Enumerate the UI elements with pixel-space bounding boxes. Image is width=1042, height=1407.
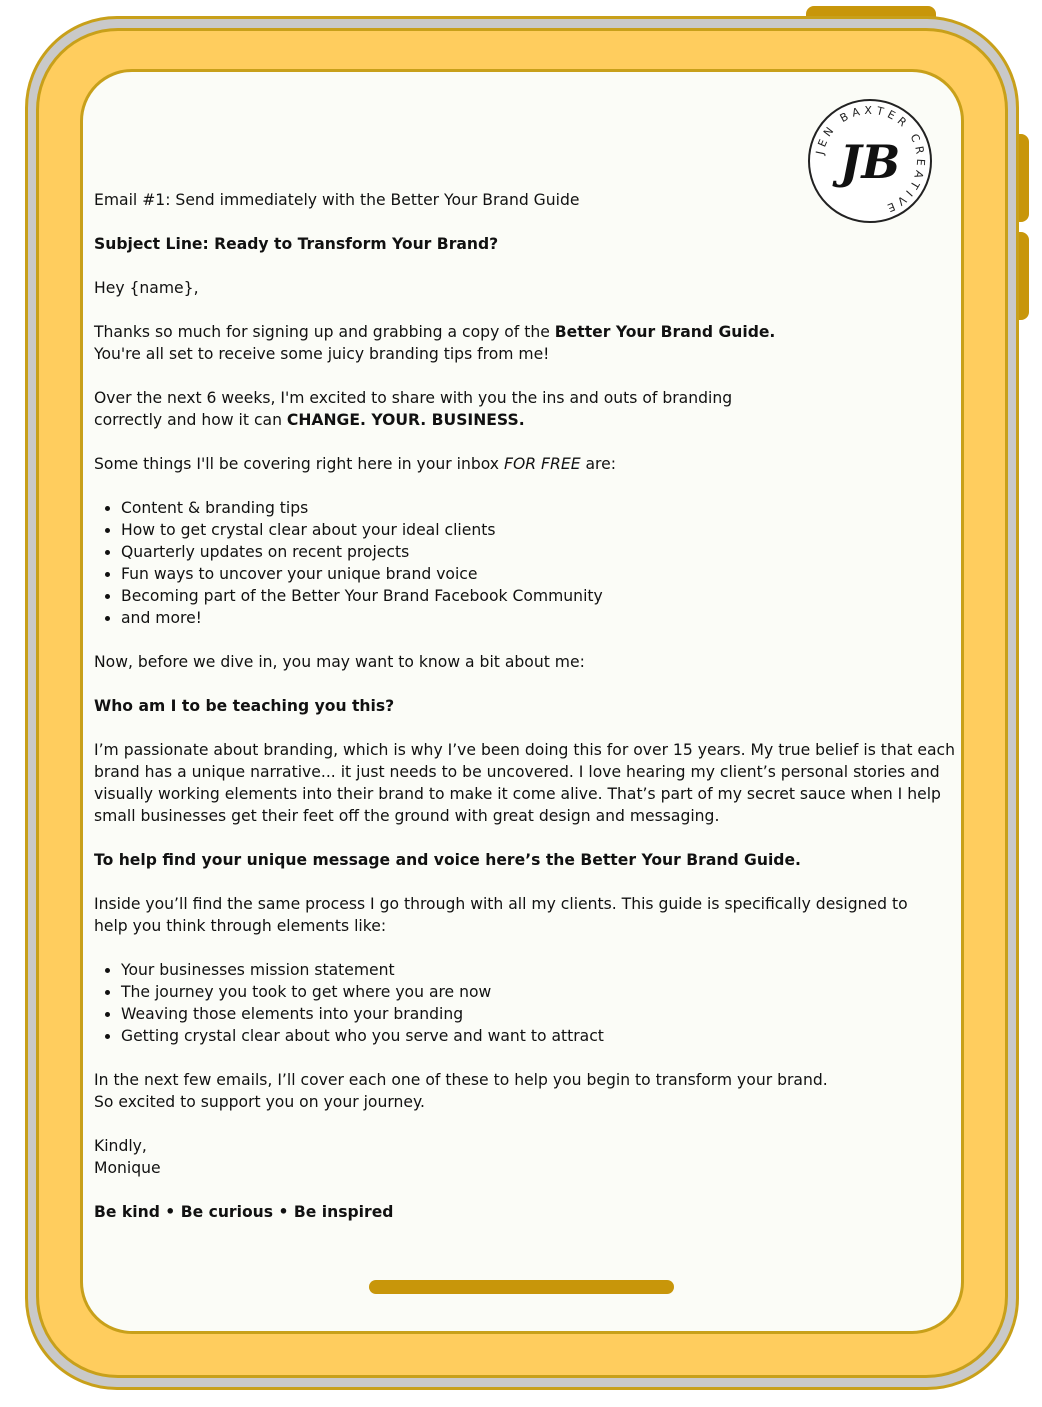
change-your-business-bold: CHANGE. YOUR. BUSINESS. bbox=[286, 411, 525, 429]
list-item: • Becoming part of the Better Your Brand Facebook Community bbox=[121, 585, 964, 607]
passion-line-4: small businesses get their feet off the ground with great design and messaging. bbox=[94, 807, 720, 825]
list-item: • and more! bbox=[121, 607, 964, 629]
list-item: • How to get crystal clear about your ideal clients bbox=[121, 519, 964, 541]
inside-line-2: help you think through elements like: bbox=[94, 917, 387, 935]
logo-monogram: JB bbox=[839, 135, 901, 189]
weeks-line-2: correctly and how it can bbox=[94, 411, 287, 429]
next-line-2: So excited to support you on your journey. bbox=[94, 1093, 425, 1111]
list-item: • Quarterly updates on recent projects bbox=[121, 541, 964, 563]
weeks-line-1: Over the next 6 weeks, I'm excited to share with you the ins and outs of branding bbox=[94, 389, 733, 407]
list-item: • Getting crystal clear about who you serve and want to attract bbox=[121, 1025, 964, 1047]
heading-guide: To help find your unique message and voice here’s the Better Your Brand Guide. bbox=[94, 851, 801, 869]
email-greeting: Hey {name}, bbox=[94, 279, 199, 297]
email-signoff bbox=[94, 1135, 964, 1179]
list-item: • Your businesses mission statement bbox=[121, 959, 964, 981]
email-body bbox=[94, 189, 964, 1245]
for-free-italic: FOR FREE bbox=[504, 455, 581, 473]
signature-name: Monique bbox=[94, 1159, 161, 1177]
thanks-text: Thanks so much for signing up and grabbing a copy of the bbox=[94, 323, 555, 341]
elements-list bbox=[94, 959, 964, 1047]
next-line-1: In the next few emails, I’ll cover each one of these to help you begin to transform your brand. bbox=[94, 1071, 828, 1089]
covering-text: Some things I'll be covering right here in your inbox bbox=[94, 455, 504, 473]
email-paragraph-covering bbox=[94, 453, 964, 475]
email-intro: Email #1: Send immediately with the Better Your Brand Guide bbox=[94, 191, 580, 209]
thanks-line-2: You're all set to receive some juicy branding tips from me! bbox=[94, 345, 550, 363]
email-paragraph-inside bbox=[94, 893, 964, 937]
list-item: • Weaving those elements into your branding bbox=[121, 1003, 964, 1025]
guide-name-bold: Better Your Brand Guide. bbox=[554, 323, 776, 341]
passion-line-3: visually working elements into their brand to make it come alive. That’s part of my secret sauce when I help bbox=[94, 785, 941, 803]
email-subject-line: Subject Line: Ready to Transform Your Brand? bbox=[94, 235, 499, 253]
logo-ring-text: JEN BAXTER CREATIVE bbox=[813, 103, 928, 216]
email-paragraph-weeks bbox=[94, 387, 964, 431]
topics-list bbox=[94, 497, 964, 629]
email-paragraph-next bbox=[94, 1069, 964, 1113]
list-item: • The journey you took to get where you are now bbox=[121, 981, 964, 1003]
signoff-text: Kindly, bbox=[94, 1137, 147, 1155]
list-item: • Content & branding tips bbox=[121, 497, 964, 519]
home-indicator-bar bbox=[369, 1280, 674, 1294]
email-paragraph-passion bbox=[94, 739, 964, 827]
inside-line-1: Inside you’ll find the same process I go through with all my clients. This guide is specifically designed to bbox=[94, 895, 908, 913]
passion-line-2: brand has a unique narrative... it just needs to be uncovered. I love hearing my client’s personal stories and bbox=[94, 763, 940, 781]
email-paragraph-thanks bbox=[94, 321, 964, 365]
heading-who-am-i: Who am I to be teaching you this? bbox=[94, 697, 395, 715]
email-tagline: Be kind • Be curious • Be inspired bbox=[94, 1203, 394, 1221]
email-paragraph-about: Now, before we dive in, you may want to know a bit about me: bbox=[94, 653, 585, 671]
covering-after: are: bbox=[580, 455, 616, 473]
passion-line-1: I’m passionate about branding, which is why I’ve been doing this for over 15 years. My true belief is that each bbox=[94, 741, 955, 759]
list-item: • Fun ways to uncover your unique brand voice bbox=[121, 563, 964, 585]
